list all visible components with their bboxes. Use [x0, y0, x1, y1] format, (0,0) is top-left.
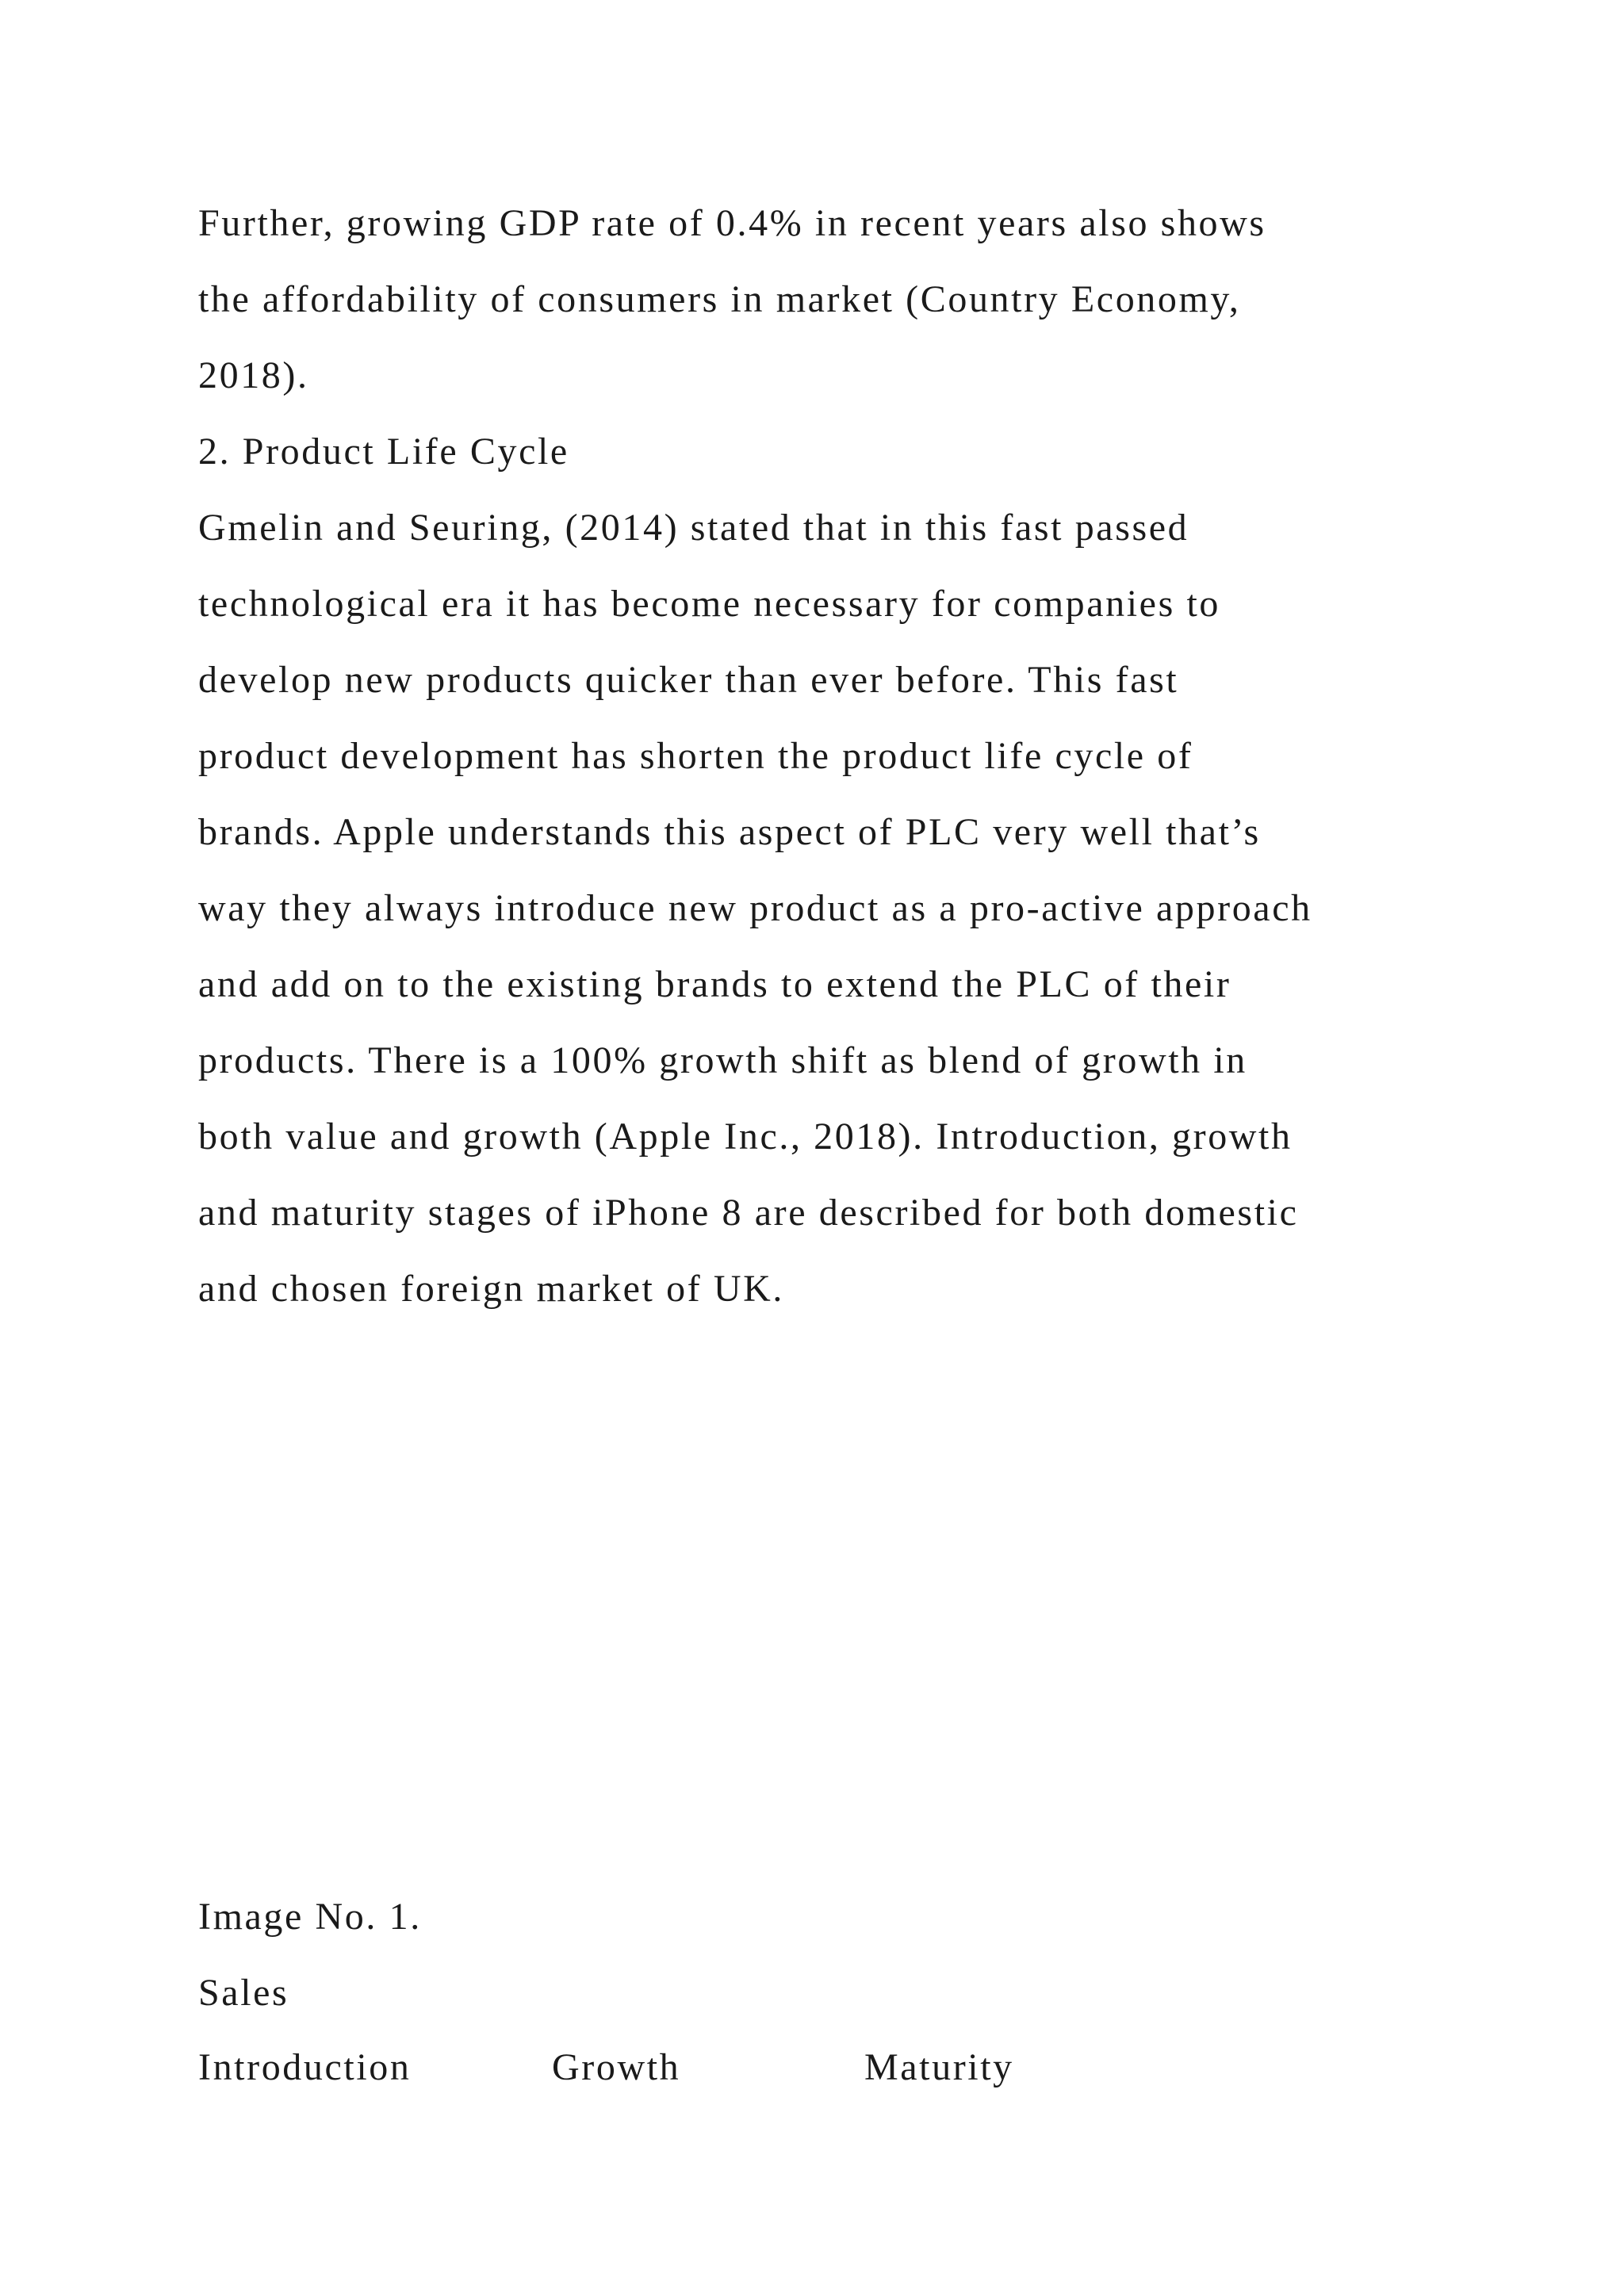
text-line: the affordability of consumers in market (Country Economy, — [198, 278, 1241, 320]
text-line: and chosen foreign market of UK. — [198, 1268, 784, 1310]
stage-label-introduction: Introduction — [198, 2046, 412, 2088]
text-line: products. There is a 100% growth shift as blend of growth in — [198, 1039, 1247, 1081]
text-line: Gmelin and Seuring, (2014) stated that in this fast passed — [198, 507, 1189, 549]
text-line: way they always introduce new product as a pro-active approach — [198, 887, 1312, 929]
text-line: 2018). — [198, 354, 309, 396]
text-line: and add on to the existing brands to extend the PLC of their — [198, 963, 1231, 1005]
stage-label-maturity: Maturity — [864, 2046, 1014, 2088]
text-line: develop new products quicker than ever before. This fast — [198, 659, 1179, 701]
text-line: both value and growth (Apple Inc., 2018). Introduction, growth — [198, 1115, 1293, 1158]
text-line: and maturity stages of iPhone 8 are described for both domestic — [198, 1192, 1299, 1234]
text-line: brands. Apple understands this aspect of PLC very well that’s — [198, 811, 1261, 853]
text-line: technological era it has become necessary for companies to — [198, 583, 1220, 625]
figure-axis-label: Sales — [198, 1972, 289, 2014]
section-heading: 2. Product Life Cycle — [198, 430, 569, 473]
stage-label-growth: Growth — [552, 2046, 681, 2088]
figure-caption: Image No. 1. — [198, 1896, 422, 1938]
text-line: product development has shorten the product life cycle of — [198, 735, 1193, 777]
text-line: Further, growing GDP rate of 0.4% in recent years also shows — [198, 202, 1266, 244]
